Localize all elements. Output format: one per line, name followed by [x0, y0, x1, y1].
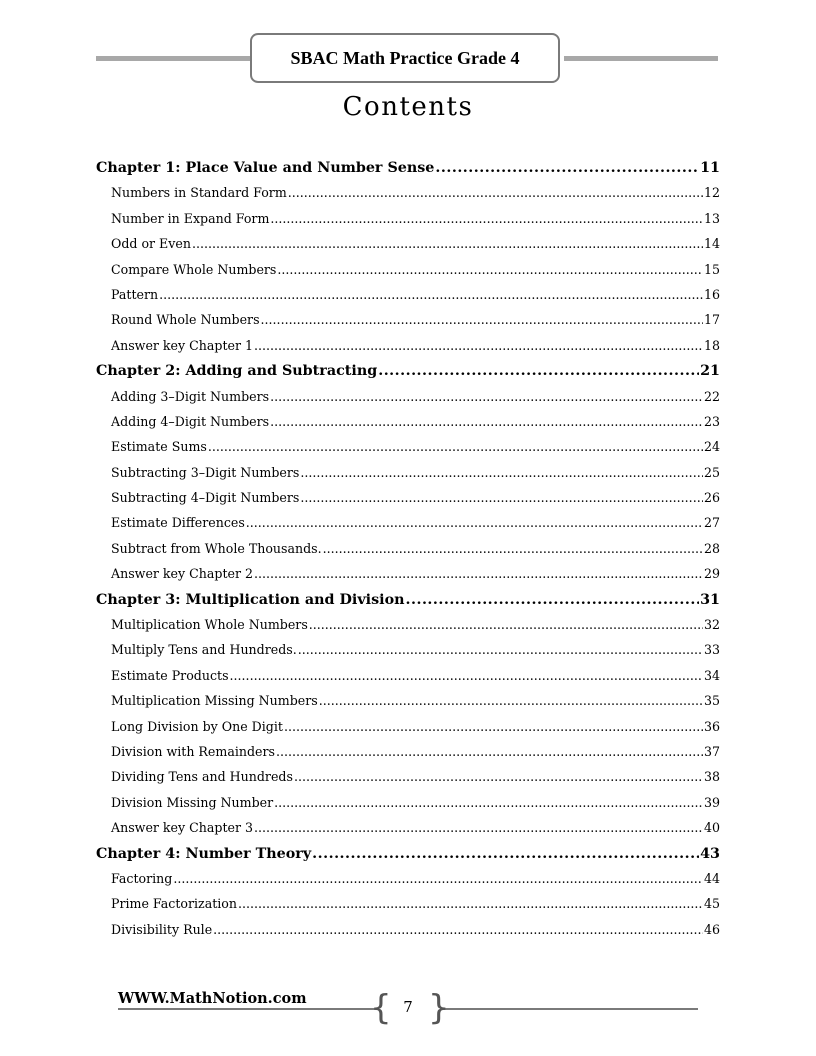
- dot-leader: [300, 465, 703, 480]
- toc-page-number: 28: [703, 540, 720, 556]
- toc-entry-title: Estimate Products: [111, 667, 229, 683]
- toc-entry-title: Subtracting 3–Digit Numbers: [111, 464, 300, 480]
- dot-leader: [406, 592, 700, 608]
- toc-chapter-row[interactable]: [96, 160, 720, 185]
- dot-leader: [277, 262, 703, 277]
- toc-item-row[interactable]: [96, 389, 720, 414]
- dot-leader: [298, 642, 703, 657]
- toc-item-row[interactable]: [96, 312, 720, 337]
- toc-page-number: 23: [703, 413, 720, 429]
- toc-entry-title: Pattern: [111, 286, 159, 302]
- toc-chapter-row[interactable]: [96, 592, 720, 617]
- toc-item-row[interactable]: [96, 515, 720, 540]
- dot-leader: [435, 160, 699, 176]
- toc-item-row[interactable]: [96, 439, 720, 464]
- toc-item-row[interactable]: [96, 668, 720, 693]
- dot-leader: [192, 236, 703, 251]
- toc-page-number: 15: [703, 261, 720, 277]
- toc-item-row[interactable]: [96, 617, 720, 642]
- dot-leader: [270, 389, 703, 404]
- left-brace-icon: {: [370, 988, 392, 1028]
- dot-leader: [300, 490, 703, 505]
- toc-page-number: 43: [700, 845, 720, 862]
- dot-leader: [378, 363, 699, 379]
- toc-page-number: 13: [703, 210, 720, 226]
- toc-entry-title: Chapter 1: Place Value and Number Sense: [96, 160, 435, 176]
- toc-item-row[interactable]: [96, 693, 720, 718]
- toc-entry-title: Chapter 3: Multiplication and Division: [96, 591, 405, 608]
- dot-leader: [288, 185, 703, 200]
- toc-item-row[interactable]: [96, 719, 720, 744]
- toc-page-number: 38: [703, 769, 720, 785]
- dot-leader: [261, 312, 703, 327]
- dot-leader: [213, 922, 703, 937]
- book-title-box: [250, 33, 560, 83]
- dot-leader: [230, 668, 703, 683]
- dot-leader: [284, 719, 703, 734]
- toc-item-row[interactable]: [96, 262, 720, 287]
- toc-page-number: 25: [703, 464, 720, 480]
- toc-entry-title: Dividing Tens and Hundreds: [111, 769, 293, 785]
- toc-item-row[interactable]: [96, 465, 720, 490]
- toc-entry-title: Multiplication Whole Numbers: [111, 617, 308, 633]
- dot-leader: [270, 211, 703, 226]
- toc-item-row[interactable]: [96, 236, 720, 261]
- toc-page-number: 35: [703, 693, 720, 709]
- toc-entry-title: Division Missing Number: [111, 794, 274, 810]
- dot-leader: [254, 338, 703, 353]
- toc-entry-title: Chapter 2: Adding and Subtracting: [96, 363, 378, 380]
- toc-entry-title: Number in Expand Form: [111, 210, 270, 226]
- dot-leader: [323, 541, 703, 556]
- dot-leader: [319, 693, 703, 708]
- toc-item-row[interactable]: [96, 744, 720, 769]
- toc-page-number: 14: [703, 236, 720, 252]
- toc-page-number: 29: [703, 566, 720, 582]
- toc-entry-title: Answer key Chapter 1: [111, 337, 253, 353]
- toc-page-number: 44: [703, 870, 720, 886]
- toc-entry-title: Long Division by One Digit: [111, 718, 283, 734]
- toc-page-number: 12: [703, 185, 720, 201]
- toc-item-row[interactable]: [96, 185, 720, 210]
- toc-page-number: 31: [700, 591, 720, 608]
- toc-page-number: 46: [703, 921, 720, 937]
- dot-leader: [254, 820, 703, 835]
- toc-entry-title: Adding 3–Digit Numbers: [111, 388, 270, 404]
- toc-page-number: 39: [703, 794, 720, 810]
- dot-leader: [208, 439, 703, 454]
- toc-chapter-row[interactable]: [96, 846, 720, 871]
- toc-page-number: 34: [703, 667, 720, 683]
- toc-entry-title: Estimate Sums: [111, 439, 207, 455]
- dot-leader: [270, 414, 703, 429]
- dot-leader: [309, 617, 703, 632]
- toc-page-number: 17: [703, 312, 720, 328]
- toc-entry-title: Subtract from Whole Thousands.: [111, 540, 322, 556]
- toc-page-number: 27: [703, 515, 720, 531]
- toc-entry-title: Prime Factorization: [111, 896, 237, 912]
- toc-item-row[interactable]: [96, 211, 720, 236]
- toc-item-row[interactable]: [96, 566, 720, 591]
- toc-item-row[interactable]: [96, 541, 720, 566]
- page-number: 7: [403, 998, 413, 1016]
- dot-leader: [294, 769, 703, 784]
- toc-entry-title: Numbers in Standard Form: [111, 185, 287, 201]
- toc-entry-title: Answer key Chapter 2: [111, 566, 253, 582]
- dot-leader: [276, 744, 703, 759]
- toc-item-row[interactable]: [96, 795, 720, 820]
- toc-page-number: 33: [703, 642, 720, 658]
- toc-page-number: 26: [703, 490, 720, 506]
- toc-item-row[interactable]: [96, 490, 720, 515]
- toc-entry-title: Round Whole Numbers: [111, 312, 260, 328]
- toc-entry-title: Divisibility Rule: [111, 921, 213, 937]
- toc-entry-title: Multiplication Missing Numbers: [111, 693, 318, 709]
- toc-page-number: 11: [700, 160, 720, 176]
- toc-item-row[interactable]: [96, 769, 720, 794]
- toc-page-number: 36: [703, 718, 720, 734]
- header-rule-right: [564, 56, 718, 61]
- toc-item-row[interactable]: [96, 922, 720, 947]
- toc-page-number: 21: [700, 363, 720, 380]
- dot-leader: [274, 795, 703, 810]
- toc-item-row[interactable]: [96, 871, 720, 896]
- toc-entry-title: Estimate Differences: [111, 515, 245, 531]
- toc-page-number: 22: [703, 388, 720, 404]
- page-title: Contents: [342, 92, 474, 122]
- toc-page-number: 18: [703, 337, 720, 353]
- toc-chapter-row[interactable]: [96, 363, 720, 388]
- footer-rule-left: [118, 1008, 378, 1010]
- toc-page-number: 16: [703, 286, 720, 302]
- dot-leader: [246, 515, 703, 530]
- header-rule-left: [96, 56, 250, 61]
- table-of-contents: [96, 160, 720, 947]
- toc-item-row[interactable]: [96, 642, 720, 667]
- dot-leader: [238, 896, 703, 911]
- toc-page-number: 24: [703, 439, 720, 455]
- dot-leader: [254, 566, 703, 581]
- footer-website: WWW.MathNotion.com: [118, 990, 307, 1007]
- toc-entry-title: Factoring: [111, 870, 173, 886]
- toc-page-number: 32: [703, 617, 720, 633]
- toc-page-number: 37: [703, 743, 720, 759]
- toc-entry-title: Division with Remainders: [111, 743, 275, 759]
- toc-entry-title: Adding 4–Digit Numbers: [111, 413, 270, 429]
- footer-rule-right: [440, 1008, 698, 1010]
- toc-item-row[interactable]: [96, 820, 720, 845]
- right-brace-icon: }: [428, 988, 450, 1028]
- toc-page-number: 40: [703, 820, 720, 836]
- toc-entry-title: Answer key Chapter 3: [111, 820, 253, 836]
- toc-entry-title: Chapter 4: Number Theory: [96, 845, 312, 862]
- dot-leader: [173, 871, 703, 886]
- toc-item-row[interactable]: [96, 287, 720, 312]
- toc-item-row[interactable]: [96, 414, 720, 439]
- toc-entry-title: Odd or Even: [111, 236, 191, 252]
- dot-leader: [159, 287, 703, 302]
- toc-entry-title: Subtracting 4–Digit Numbers: [111, 490, 300, 506]
- toc-page-number: 45: [703, 896, 720, 912]
- toc-item-row[interactable]: [96, 896, 720, 921]
- toc-entry-title: Compare Whole Numbers: [111, 261, 277, 277]
- toc-entry-title: Multiply Tens and Hundreds.: [111, 642, 297, 658]
- dot-leader: [312, 846, 699, 862]
- book-title: SBAC Math Practice Grade 4: [290, 47, 520, 68]
- toc-item-row[interactable]: [96, 338, 720, 363]
